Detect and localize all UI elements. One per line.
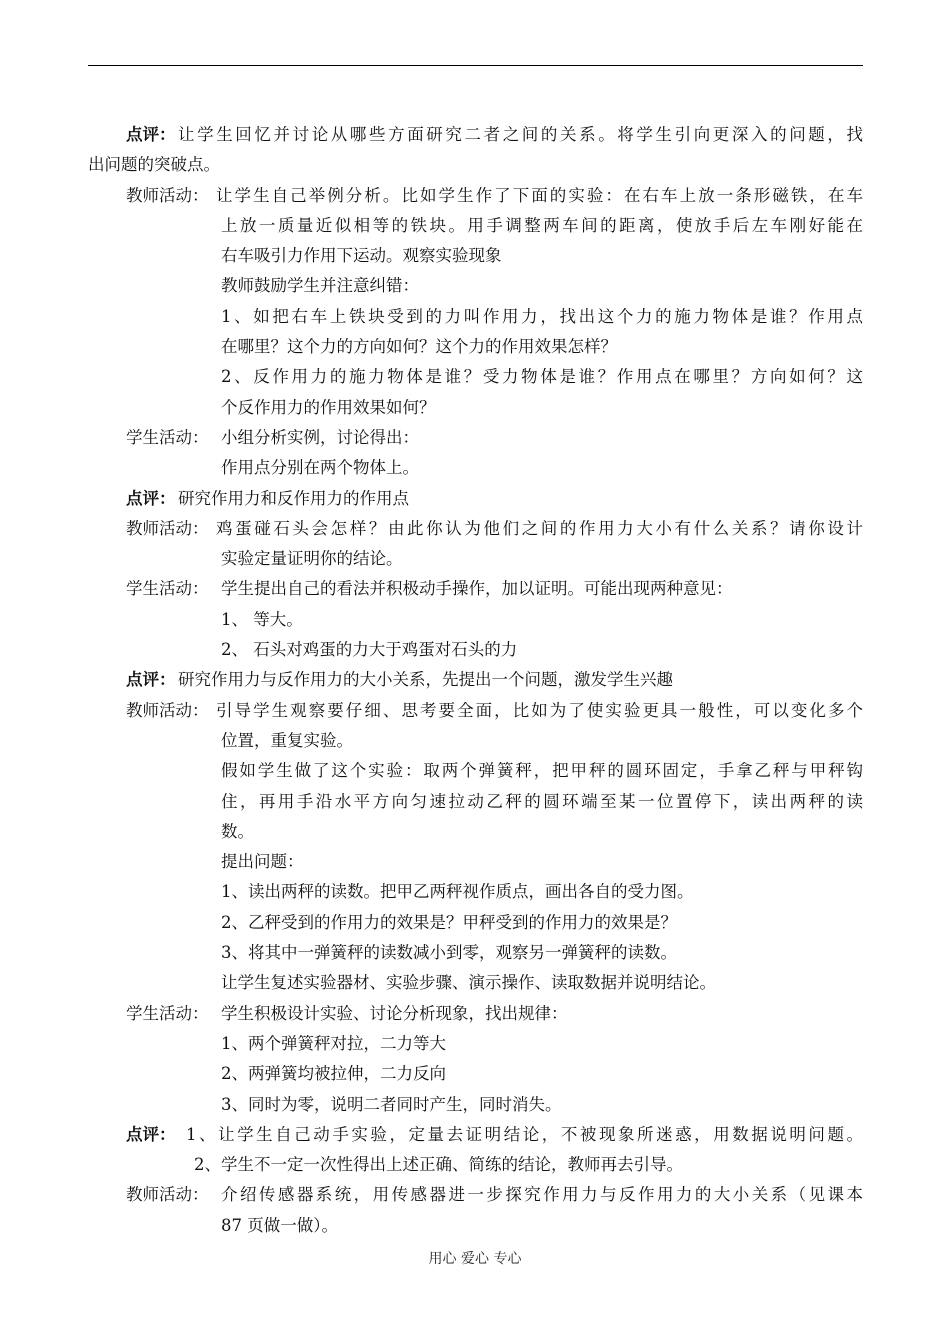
- line-text: 学生提出自己的看法并积极动手操作，加以证明。可能出现两种意见：: [221, 579, 733, 599]
- paragraph-line: [0, 635, 950, 665]
- paragraph-line: [0, 968, 950, 998]
- line-text: 位置，重复实验。: [221, 730, 353, 750]
- teacher-activity-label: 教师活动：: [126, 518, 209, 538]
- paragraph-line: [0, 574, 950, 604]
- line-text: 研究作用力与反作用力的大小关系，先提出一个问题，激发学生兴趣: [178, 670, 673, 690]
- line-text: 鸡蛋碰石头会怎样？由此你认为他们之间的作用力大小有什么关系？请你设计: [216, 518, 863, 538]
- paragraph-line: [0, 332, 950, 362]
- paragraph-line: [0, 605, 950, 635]
- paragraph-line: [0, 756, 950, 786]
- line-text: 2、反作用力的施力物体是谁？受力物体是谁？作用点在哪里？方向如何？这: [221, 367, 863, 387]
- paragraph-line: [0, 1180, 950, 1210]
- paragraph-line: [0, 423, 950, 453]
- line-text: 介绍传感器系统，用传感器进一步探究作用力与反作用力的大小关系（见课本: [221, 1185, 863, 1205]
- paragraph-line: [0, 847, 950, 877]
- paragraph-line: [0, 181, 950, 211]
- teacher-activity-label: 教师活动：: [126, 185, 209, 205]
- paragraph-line: [0, 999, 950, 1029]
- line-text: 2、 石头对鸡蛋的力大于鸡蛋对石头的力: [221, 640, 518, 660]
- teacher-activity-label: 教师活动：: [126, 700, 209, 720]
- line-text: 学生积极设计实验、讨论分析现象，找出规律：: [221, 1003, 568, 1023]
- paragraph-line: [0, 514, 950, 544]
- paragraph-line: [0, 665, 950, 695]
- paragraph-line: [0, 241, 950, 271]
- line-text: 1、如把右车上铁块受到的力叫作用力，找出这个力的施力物体是谁？作用点: [221, 306, 863, 326]
- line-text: 上放一质量近似相等的铁块。用手调整两车间的距离，使放手后左车刚好能在: [221, 215, 863, 235]
- student-activity-label: 学生活动：: [126, 427, 209, 447]
- paragraph-line: [0, 1120, 950, 1150]
- line-text: 实验定量证明你的结论。: [221, 549, 403, 569]
- paragraph-line: [0, 120, 950, 150]
- paragraph-line: [0, 393, 950, 423]
- paragraph-line: [0, 1029, 950, 1059]
- paragraph-line: [0, 1150, 950, 1180]
- comment-label: 点评：: [126, 488, 176, 508]
- paragraph-line: [0, 908, 950, 938]
- paragraph-line: [0, 787, 950, 817]
- student-activity-label: 学生活动：: [126, 579, 209, 599]
- line-text: 作用点分别在两个物体上。: [221, 458, 419, 478]
- paragraph-line: [0, 150, 950, 180]
- line-text: 1、让学生自己动手实验，定量去证明结论，不被现象所迷惑，用数据说明问题。: [186, 1124, 863, 1144]
- line-text: 1、两个弹簧秤对拉，二力等大: [221, 1033, 446, 1053]
- line-text: 数。: [221, 821, 254, 841]
- paragraph-line: [0, 302, 950, 332]
- line-text: 住，再用手沿水平方向匀速拉动乙秤的圆环端至某一位置停下，读出两秤的读: [221, 791, 863, 811]
- line-text: 研究作用力和反作用力的作用点: [178, 488, 409, 508]
- line-text: 引导学生观察要仔细、思考要全面，比如为了使实验更具一般性，可以变化多个: [216, 700, 863, 720]
- line-text: 小组分析实例，讨论得出：: [221, 427, 419, 447]
- paragraph-line: [0, 1211, 950, 1241]
- paragraph-line: [0, 817, 950, 847]
- paragraph-line: [0, 271, 950, 301]
- line-text: 出问题的突破点。: [88, 155, 220, 175]
- page-footer: 用心 爱心 专心: [428, 1251, 522, 1267]
- line-text: 让学生回忆并讨论从哪些方面研究二者之间的关系。将学生引向更深入的问题，找: [178, 125, 863, 144]
- paragraph-line: [0, 484, 950, 514]
- paragraph-line: [0, 211, 950, 241]
- line-text: 2、学生不一定一次性得出上述正确、简练的结论，教师再去引导。: [194, 1155, 683, 1175]
- line-text: 在哪里？这个力的方向如何？这个力的作用效果怎样？: [221, 337, 617, 357]
- student-activity-label: 学生活动：: [126, 1003, 209, 1023]
- paragraph-line: [0, 1090, 950, 1120]
- line-text: 2、乙秤受到的作用力的效果是？甲秤受到的作用力的效果是？: [221, 912, 677, 932]
- comment-label: 点评：: [126, 670, 176, 690]
- line-text: 提出问题：: [221, 852, 304, 872]
- comment-label: 点评：: [126, 1124, 176, 1144]
- paragraph-line: [0, 453, 950, 483]
- paragraph-line: [0, 938, 950, 968]
- paragraph-line: [0, 696, 950, 726]
- header-rule: [88, 65, 863, 66]
- document-body: [0, 120, 950, 1241]
- paragraph-line: [0, 1059, 950, 1089]
- paragraph-line: [0, 877, 950, 907]
- line-text: 3、同时为零，说明二者同时产生，同时消失。: [221, 1094, 562, 1114]
- line-text: 3、将其中一弹簧秤的读数减小到零，观察另一弹簧秤的读数。: [221, 943, 677, 963]
- line-text: 假如学生做了这个实验：取两个弹簧秤，把甲秤的圆环固定，手拿乙秤与甲秤钩: [221, 761, 863, 781]
- line-text: 2、两弹簧均被拉伸，二力反向: [221, 1064, 446, 1084]
- line-text: 1、 等大。: [221, 609, 303, 629]
- line-text: 让学生自己举例分析。比如学生作了下面的实验：在右车上放一条形磁铁，在车: [216, 185, 863, 205]
- paragraph-line: [0, 362, 950, 392]
- paragraph-line: [0, 544, 950, 574]
- paragraph-line: [0, 726, 950, 756]
- line-text: 让学生复述实验器材、实验步骤、演示操作、读取数据并说明结论。: [221, 973, 716, 993]
- line-text: 个反作用力的作用效果如何？: [221, 397, 436, 417]
- comment-label: 点评：: [126, 125, 176, 144]
- line-text: 87 页做一做）。: [221, 1215, 338, 1235]
- line-text: 右车吸引力作用下运动。观察实验现象: [221, 246, 502, 266]
- line-text: 1、读出两秤的读数。把甲乙两秤视作质点，画出各自的受力图。: [221, 882, 694, 902]
- line-text: 教师鼓励学生并注意纠错：: [221, 276, 419, 296]
- teacher-activity-label: 教师活动：: [126, 1185, 209, 1205]
